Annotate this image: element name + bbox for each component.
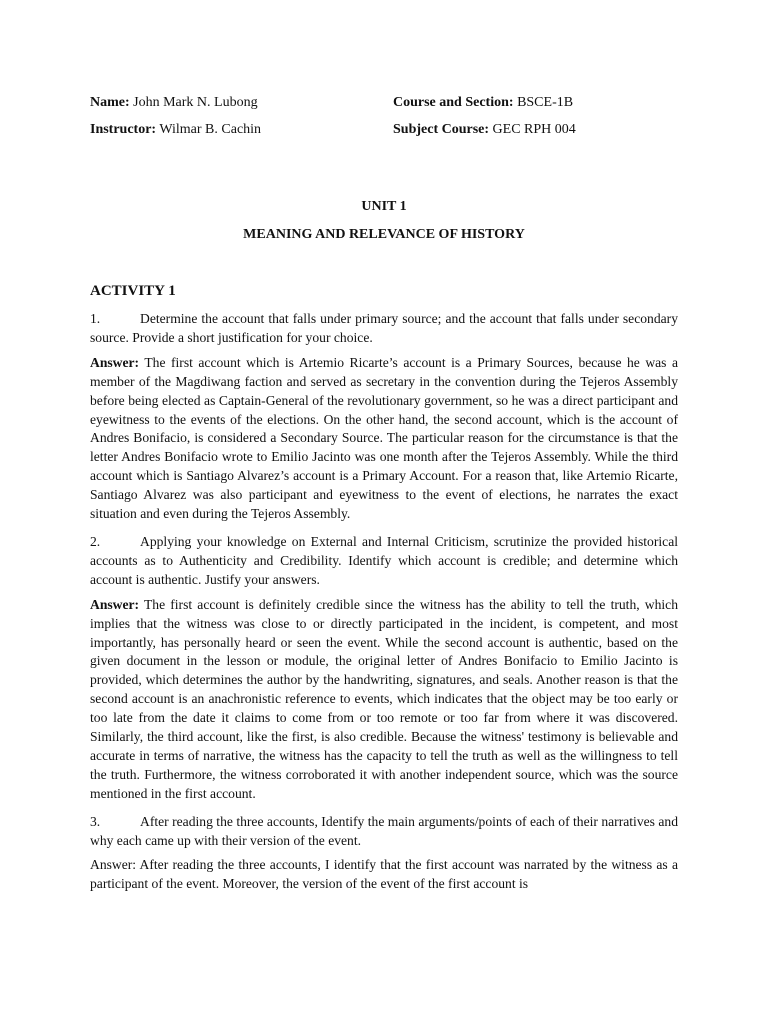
question-3-number: 3. bbox=[90, 813, 101, 829]
question-2-text: Applying your knowledge on External and Internal Criticism, scrutinize the provided historical accounts as to Authenticity and Credibility. Identify which account is credible; and determine which account is authentic. Justify your answers. bbox=[90, 533, 678, 587]
question-1 bbox=[90, 310, 678, 348]
subject-course-field bbox=[393, 121, 576, 139]
question-3-text: After reading the three accounts, Identify the main arguments/points of each of their narratives and why each came up with their version of the event. bbox=[90, 813, 678, 848]
answer-2-label: Answer: bbox=[90, 596, 140, 612]
answer-1 bbox=[90, 354, 678, 524]
unit-subtitle: MEANING AND RELEVANCE OF HISTORY bbox=[243, 227, 525, 242]
course-value: BSCE-1B bbox=[517, 95, 574, 110]
student-name-field bbox=[90, 94, 258, 112]
question-2-number: 2. bbox=[90, 533, 101, 549]
question-3 bbox=[90, 813, 678, 851]
name-value: John Mark N. Lubong bbox=[133, 95, 258, 110]
answer-3-text: Answer: After reading the three accounts, I identify that the first account was narrated by the witness as a participant of the event. Moreover, the version of the event of the first account is bbox=[90, 857, 678, 892]
instructor-label: Instructor: bbox=[90, 122, 157, 137]
answer-2 bbox=[90, 596, 678, 804]
name-label: Name: bbox=[90, 95, 130, 110]
answer-2-text: The first account is definitely credible since the witness has the ability to tell the truth, which implies that the witness was close to or directly participated in the incident, is competent, and most importantly, has personally heard or seen the event. While the second account is authentic, based on the given document in the lesson or module, the original letter of Andres Bonifacio to Emilio Jacinto is provided, which determines the author by the handwriting, signatures, and seals. Another reason is that the second account is an anachronistic reference to events, which indicates that the object may be too early or too late from the date it claims to come from or too remote or too far from where it was discovered. Similarly, the third account, like the first, is also credible. Because the witness' testimony is believable and accurate in terms of narrative, the witness has the capacity to tell the truth as well as the willingness to tell the truth. Furthermore, the witness corroborated it with another independent source, which was the source mentioned in the first account. bbox=[90, 596, 678, 801]
course-section-field bbox=[393, 94, 573, 112]
question-1-text: Determine the account that falls under primary source; and the account that falls under secondary source. Provide a short justification for your choice. bbox=[90, 311, 678, 345]
subject-value: GEC RPH 004 bbox=[492, 122, 576, 137]
instructor-value: Wilmar B. Cachin bbox=[159, 122, 262, 137]
answer-1-text: The first account which is Artemio Ricarte’s account is a Primary Sources, because he was a member of the Magdiwang faction and served as secretary in the convention during the Tejeros Assembly before being elected as Captain-General of the revolutionary government, so he was a direct participant and eyewitness to the events of the elections. On the other hand, the second account, which is the account of Andres Bonifacio, is considered a Secondary Source. The particular reason for the circumstance is that the letter Andres Bonifacio wrote to Emilio Jacinto was one month after the Tejeros Assembly. While the third account which is Santiago Alvarez’s account is a Primary Account. For a reason that, like Artemio Ricarte, Santiago Alvarez was also participant and eyewitness to the event of elections, he narrates the exact situation and even during the Tejeros Assembly. bbox=[90, 354, 678, 522]
activity-title: ACTIVITY 1 bbox=[90, 283, 176, 299]
instructor-field bbox=[90, 121, 261, 139]
activity-content bbox=[90, 310, 678, 900]
question-1-number: 1. bbox=[90, 311, 101, 326]
subject-label: Subject Course: bbox=[393, 122, 490, 137]
answer-1-label: Answer: bbox=[90, 354, 140, 370]
unit-title: UNIT 1 bbox=[361, 199, 407, 214]
question-2 bbox=[90, 533, 678, 590]
course-label: Course and Section: bbox=[393, 95, 514, 110]
answer-3 bbox=[90, 856, 678, 894]
